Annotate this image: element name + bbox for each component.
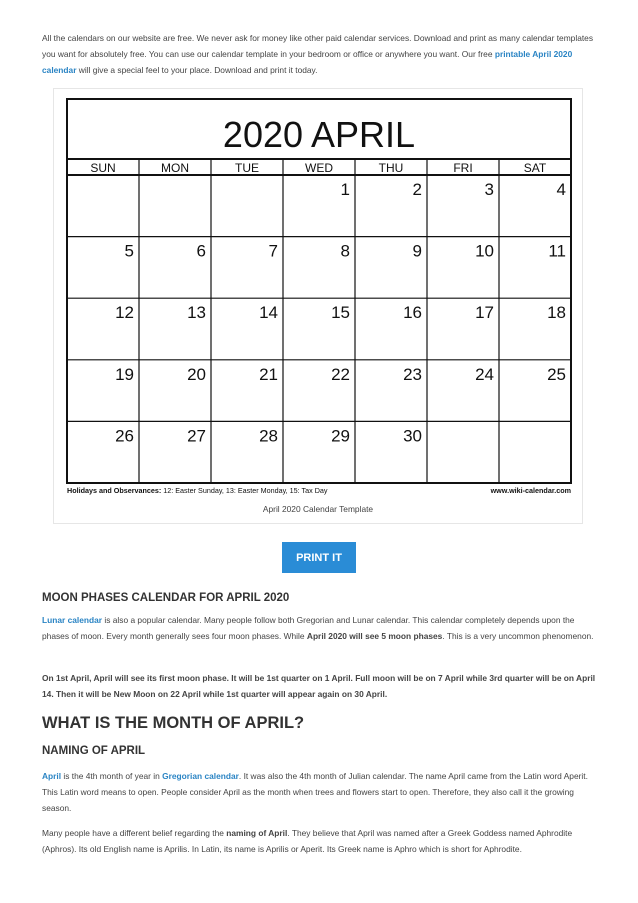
weekday-label: SUN	[90, 161, 116, 175]
day-number: 18	[547, 303, 566, 323]
print-it-button[interactable]: PRINT IT	[282, 542, 356, 573]
day-number: 14	[259, 303, 278, 323]
moon-phases-heading: MOON PHASES CALENDAR FOR APRIL 2020	[42, 592, 290, 604]
april-text-3: Many people have a different belief regarding the	[42, 828, 227, 838]
day-number: 21	[259, 364, 278, 384]
site-url: www.wiki-calendar.com	[490, 486, 571, 495]
april-text-1: is the 4th month of year in	[61, 771, 163, 781]
day-number: 15	[331, 303, 350, 323]
april-text-4: . They believe that April was named after a Greek Goddess named Aphrodite (Aphros). Its old English name is Aprilis. In Latin, its name is Aprilis or Aperit. Its Greek name is Aphro which is short for Aphrodite.	[42, 828, 573, 854]
day-number: 7	[268, 241, 278, 261]
printable-calendar-link[interactable]: printable April 2020 calendar	[42, 49, 573, 75]
day-number: 2	[412, 180, 422, 199]
moon-bold-text: April 2020 will see 5 moon phases	[306, 631, 443, 641]
day-number: 11	[548, 241, 566, 261]
lunar-calendar-link[interactable]: Lunar calendar	[42, 615, 103, 625]
day-number: 4	[556, 180, 566, 199]
day-number: 23	[403, 364, 422, 384]
day-number: 29	[331, 426, 350, 446]
weekday-label: MON	[161, 161, 189, 175]
calendar-image	[65, 97, 573, 497]
day-number: 25	[547, 364, 566, 384]
day-number: 17	[475, 303, 494, 323]
day-number: 22	[331, 364, 350, 384]
day-number: 28	[259, 426, 278, 446]
april-paragraph-1	[42, 768, 598, 816]
holidays-label: Holidays and Observances:	[67, 486, 162, 495]
day-number: 26	[115, 426, 134, 446]
day-number: 13	[187, 303, 206, 323]
holidays-footer	[67, 486, 328, 495]
day-number: 1	[340, 180, 350, 199]
moon-paragraph-1	[42, 612, 598, 644]
calendar-border	[67, 99, 571, 483]
intro-text-1: All the calendars on our website are free. We never ask for money like other paid calendar services. Download and print as many calendar templates you want for absolutely free. You can use our calendar template in your bedroom or office or anywhere you want. Our free	[42, 33, 594, 59]
weekday-label: TUE	[235, 161, 259, 175]
day-number: 19	[115, 364, 134, 384]
april-link[interactable]: April	[42, 771, 62, 781]
weekday-label: THU	[378, 161, 404, 175]
weekday-label: FRI	[453, 161, 473, 175]
day-number: 10	[475, 241, 494, 261]
day-number: 3	[484, 180, 494, 199]
day-number: 24	[475, 364, 494, 384]
moon-text-2: . This is a very uncommon phenomenon.	[442, 631, 594, 641]
april-text-2: . It was also the 4th month of Julian calendar. The name April came from the Latin word Aperit. This Latin word means to open. People consider April as the month when trees and flowers start to open. Therefore, they also call it the growing season.	[42, 771, 588, 813]
day-number: 9	[412, 241, 422, 261]
weekday-label: SAT	[523, 161, 547, 175]
day-number: 16	[403, 303, 422, 323]
calendar-grid	[67, 99, 571, 483]
naming-heading: NAMING OF APRIL	[42, 745, 146, 757]
gregorian-calendar-link[interactable]: Gregorian calendar	[162, 771, 239, 781]
holidays-list: 12: Easter Sunday, 13: Easter Monday, 15: Tax Day	[161, 486, 328, 495]
day-number: 20	[187, 364, 206, 384]
april-paragraph-2	[42, 825, 598, 857]
day-number: 8	[340, 241, 350, 261]
april-heading: WHAT IS THE MONTH OF APRIL?	[42, 714, 305, 732]
calendar-caption: April 2020 Calendar Template	[262, 504, 374, 514]
day-number: 6	[196, 241, 206, 261]
naming-of-april-bold: naming of April	[226, 828, 288, 838]
day-number: 12	[115, 303, 134, 323]
moon-text-1: is also a popular calendar. Many people follow both Gregorian and Lunar calendar. This calendar completely depends upon the phases of moon. Every month generally sees four moon phases. While	[42, 615, 575, 641]
weekday-label: WED	[305, 161, 333, 175]
intro-paragraph	[42, 30, 598, 78]
day-number: 27	[187, 426, 206, 446]
moon-paragraph-2: On 1st April, April will see its first moon phase. It will be 1st quarter on 1 April. Full moon will be on 7 April while 3rd quarter will be on April 14. Then it will be New Moon on 22 April while 1st quarter will appear again on 30 April.	[42, 673, 596, 699]
calendar-title: 2020 APRIL	[222, 114, 416, 155]
day-number: 30	[403, 426, 422, 446]
intro-text-2: will give a special feel to your place. Download and print it today.	[76, 65, 318, 75]
calendar-card	[53, 88, 583, 524]
day-number: 5	[124, 241, 134, 261]
